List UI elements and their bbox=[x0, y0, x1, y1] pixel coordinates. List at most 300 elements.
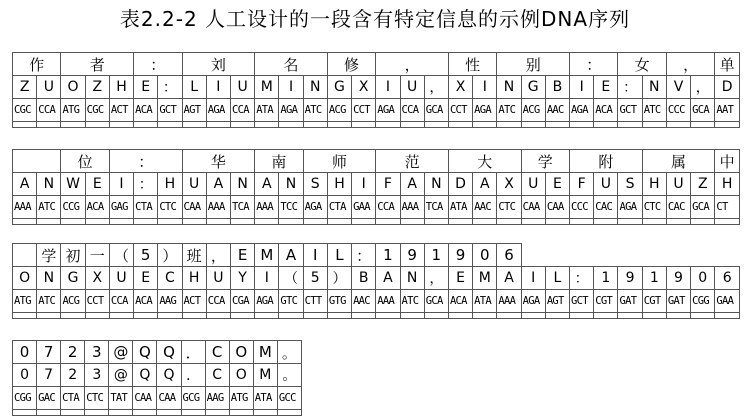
pinyin-cell: B bbox=[352, 267, 376, 290]
spacer-cell bbox=[206, 313, 230, 319]
dna-codon-cell: TCA bbox=[230, 196, 254, 219]
dna-codon-cell: CGC bbox=[85, 99, 109, 122]
pinyin-cell: M bbox=[253, 364, 277, 387]
spacer-cell bbox=[277, 410, 301, 416]
cn-cell: 者 bbox=[61, 53, 134, 76]
spacer-cell bbox=[327, 313, 351, 319]
spacer-cell bbox=[521, 122, 545, 128]
dna-codon-cell: ACA bbox=[85, 196, 109, 219]
cn-cell: 名 bbox=[255, 53, 328, 76]
spacer-cell bbox=[618, 219, 642, 225]
dna-codon-cell: GAT bbox=[666, 290, 690, 313]
dna-codon-cell: ACG bbox=[327, 99, 351, 122]
cn-cell: 0 bbox=[13, 341, 37, 364]
spacer-cell bbox=[642, 122, 666, 128]
cn-cell: 。 bbox=[277, 341, 301, 364]
cn-cell: 6 bbox=[497, 244, 521, 267]
spacer-cell bbox=[618, 122, 642, 128]
spacer-cell bbox=[376, 122, 400, 128]
spacer-cell bbox=[253, 410, 277, 416]
dna-codon-cell: CCG bbox=[61, 196, 85, 219]
spacer-cell bbox=[594, 313, 618, 319]
pinyin-cell: E bbox=[594, 76, 618, 99]
spacer-cell bbox=[352, 219, 376, 225]
dna-codon-cell: CAA bbox=[157, 387, 181, 410]
spacer-cell bbox=[37, 410, 61, 416]
pinyin-cell: G bbox=[327, 76, 351, 99]
pinyin-cell: 0 bbox=[691, 267, 715, 290]
spacer-cell bbox=[85, 410, 109, 416]
dna-codon-cell: GCC bbox=[277, 387, 301, 410]
spacer-cell bbox=[229, 410, 253, 416]
dna-codon-cell: CCA bbox=[206, 290, 230, 313]
cn-cell: 学 bbox=[521, 150, 569, 173]
spacer-cell bbox=[473, 122, 497, 128]
spacer-cell bbox=[279, 313, 303, 319]
dna-codon-cell: CGC bbox=[13, 99, 37, 122]
spacer-cell bbox=[715, 122, 740, 128]
pinyin-cell: N bbox=[37, 267, 61, 290]
dna-codon-cell: ATG bbox=[229, 387, 253, 410]
pinyin-cell: I bbox=[279, 76, 303, 99]
spacer-cell bbox=[497, 122, 521, 128]
pinyin-cell: ） bbox=[327, 267, 351, 290]
spacer-cell bbox=[230, 219, 254, 225]
cn-cell: 1 bbox=[424, 244, 448, 267]
pinyin-cell: X bbox=[497, 173, 521, 196]
dna-codon-cell: ACT bbox=[109, 99, 133, 122]
pinyin-cell: N bbox=[642, 76, 666, 99]
dna-codon-cell: AGT bbox=[182, 99, 206, 122]
pinyin-cell: （ bbox=[279, 267, 303, 290]
pinyin-cell: I bbox=[473, 76, 497, 99]
spacer-cell bbox=[13, 313, 37, 319]
spacer-cell bbox=[230, 313, 254, 319]
spacer-cell bbox=[473, 219, 497, 225]
pinyin-cell: N bbox=[37, 173, 61, 196]
cn-cell: 范 bbox=[376, 150, 449, 173]
pinyin-cell: A bbox=[13, 173, 37, 196]
cn-cell: 学 bbox=[37, 244, 61, 267]
spacer-cell bbox=[545, 219, 569, 225]
dna-codon-cell: GCA bbox=[691, 196, 715, 219]
dna-codon-cell: CGT bbox=[594, 290, 618, 313]
pinyin-cell: Z bbox=[13, 76, 37, 99]
dna-codon-cell: ATA bbox=[255, 99, 279, 122]
pinyin-cell: S bbox=[303, 173, 327, 196]
cn-cell: 华 bbox=[182, 150, 255, 173]
dna-codon-cell: AGA bbox=[206, 99, 230, 122]
dna-codon-cell: CCT bbox=[85, 290, 109, 313]
dna-codon-cell: CAA bbox=[133, 387, 157, 410]
spacer-cell bbox=[666, 219, 690, 225]
dna-codon-cell: AGA bbox=[570, 99, 594, 122]
pinyin-cell: U bbox=[594, 173, 618, 196]
pinyin-cell: O bbox=[61, 76, 85, 99]
cn-cell: M bbox=[253, 341, 277, 364]
pinyin-cell: H bbox=[158, 173, 182, 196]
dna-codon-cell: TAT bbox=[109, 387, 133, 410]
pinyin-cell: D bbox=[715, 76, 740, 99]
dna-codon-cell: AGA bbox=[618, 196, 642, 219]
spacer-cell bbox=[715, 219, 740, 225]
spacer-cell bbox=[255, 313, 279, 319]
pinyin-cell: G bbox=[61, 267, 85, 290]
pinyin-cell: C bbox=[158, 267, 182, 290]
pinyin-cell: U bbox=[666, 173, 690, 196]
dna-codon-cell: GAG bbox=[109, 196, 133, 219]
dna-codon-cell: CCC bbox=[666, 99, 690, 122]
dna-codon-cell: CCT bbox=[448, 99, 472, 122]
dna-codon-cell: GCT bbox=[158, 99, 182, 122]
dna-codon-cell: AAA bbox=[13, 196, 37, 219]
dna-codon-cell: ACA bbox=[594, 99, 618, 122]
pinyin-cell: H bbox=[109, 76, 133, 99]
cn-cell: 师 bbox=[303, 150, 376, 173]
cn-cell: 9 bbox=[448, 244, 472, 267]
cn-cell: ： bbox=[570, 53, 618, 76]
spacer-cell bbox=[352, 313, 376, 319]
pinyin-cell: E bbox=[134, 76, 158, 99]
pinyin-cell: N bbox=[400, 267, 424, 290]
pinyin-cell: U bbox=[230, 76, 254, 99]
pinyin-cell: N bbox=[497, 76, 521, 99]
dna-codon-cell: GTG bbox=[327, 290, 351, 313]
spacer-cell bbox=[666, 122, 690, 128]
dna-codon-cell: ACA bbox=[134, 99, 158, 122]
dna-codon-cell: CAA bbox=[182, 196, 206, 219]
dna-codon-cell: AAA bbox=[255, 196, 279, 219]
dna-codon-cell: GCA bbox=[691, 99, 715, 122]
spacer-cell bbox=[400, 219, 424, 225]
spacer-cell bbox=[158, 122, 182, 128]
spacer-cell bbox=[691, 122, 715, 128]
dna-codon-cell: ACG bbox=[521, 99, 545, 122]
dna-codon-cell: CTT bbox=[303, 290, 327, 313]
pinyin-cell: A bbox=[376, 267, 400, 290]
spacer-cell bbox=[448, 219, 472, 225]
pinyin-cell: 9 bbox=[666, 267, 690, 290]
pinyin-cell: N bbox=[230, 173, 254, 196]
dna-codon-cell: ATC bbox=[37, 290, 61, 313]
spacer-cell bbox=[642, 313, 666, 319]
spacer-cell bbox=[134, 122, 158, 128]
spacer-cell bbox=[400, 122, 424, 128]
spacer-cell bbox=[666, 313, 690, 319]
spacer-cell bbox=[303, 122, 327, 128]
pinyin-cell: D bbox=[448, 173, 472, 196]
cn-cell bbox=[13, 150, 61, 173]
dna-codon-cell: ATC bbox=[400, 290, 424, 313]
spacer-cell bbox=[133, 410, 157, 416]
cn-cell: 位 bbox=[61, 150, 109, 173]
pinyin-cell: 1 bbox=[642, 267, 666, 290]
cn-cell: 一 bbox=[85, 244, 109, 267]
dna-codon-cell: AAG bbox=[158, 290, 182, 313]
pinyin-cell: H bbox=[715, 173, 740, 196]
cn-cell: C bbox=[205, 341, 229, 364]
pinyin-cell: O bbox=[13, 267, 37, 290]
dna-codon-cell: AAA bbox=[206, 196, 230, 219]
dna-codon-cell: CCT bbox=[352, 99, 376, 122]
pinyin-cell: I bbox=[521, 267, 545, 290]
cn-cell: 初 bbox=[61, 244, 85, 267]
spacer-cell bbox=[158, 219, 182, 225]
dna-codon-cell: AAG bbox=[205, 387, 229, 410]
spacer-cell bbox=[521, 313, 545, 319]
dna-codon-cell: ATA bbox=[253, 387, 277, 410]
spacer-cell bbox=[158, 313, 182, 319]
spacer-cell bbox=[255, 219, 279, 225]
dna-codon-cell: AGA bbox=[473, 99, 497, 122]
pinyin-cell: A bbox=[497, 267, 521, 290]
cn-cell: 5 bbox=[134, 244, 158, 267]
spacer-cell bbox=[327, 219, 351, 225]
dna-codon-cell: ACG bbox=[61, 290, 85, 313]
pinyin-cell: 。 bbox=[277, 364, 301, 387]
pinyin-cell: E bbox=[134, 267, 158, 290]
pinyin-cell: X bbox=[448, 76, 472, 99]
dna-codon-cell: AAC bbox=[545, 99, 569, 122]
dna-codon-cell: CTA bbox=[327, 196, 351, 219]
pinyin-cell: Z bbox=[85, 76, 109, 99]
dna-codon-cell: CCA bbox=[230, 99, 254, 122]
pinyin-cell: G bbox=[521, 76, 545, 99]
dna-codon-cell: GAA bbox=[352, 196, 376, 219]
dna-codon-cell: GCG bbox=[181, 387, 205, 410]
dna-codon-cell: CGA bbox=[230, 290, 254, 313]
dna-codon-cell: ACA bbox=[134, 290, 158, 313]
cn-cell: L bbox=[327, 244, 351, 267]
dna-codon-cell: TCA bbox=[424, 196, 448, 219]
pinyin-cell: U bbox=[521, 173, 545, 196]
dna-codon-cell: GAA bbox=[715, 290, 740, 313]
pinyin-cell: ， bbox=[424, 267, 448, 290]
dna-codon-cell: CCA bbox=[109, 290, 133, 313]
spacer-cell bbox=[448, 313, 472, 319]
dna-codon-cell: AGA bbox=[303, 196, 327, 219]
spacer-cell bbox=[182, 219, 206, 225]
spacer-cell bbox=[182, 313, 206, 319]
spacer-cell bbox=[570, 122, 594, 128]
pinyin-cell: F bbox=[570, 173, 594, 196]
spacer-cell bbox=[303, 219, 327, 225]
pinyin-cell: ： bbox=[570, 267, 594, 290]
cn-cell: 修 bbox=[327, 53, 375, 76]
cn-cell: A bbox=[279, 244, 303, 267]
pinyin-cell: E bbox=[85, 173, 109, 196]
spacer-cell bbox=[618, 313, 642, 319]
spacer-cell bbox=[13, 219, 37, 225]
dna-codon-cell: CCA bbox=[376, 196, 400, 219]
spacer-cell bbox=[61, 410, 85, 416]
spacer-cell bbox=[205, 410, 229, 416]
dna-codon-cell: CAC bbox=[594, 196, 618, 219]
cn-cell: O bbox=[229, 341, 253, 364]
spacer-cell bbox=[37, 122, 61, 128]
dna-codon-cell: TCC bbox=[279, 196, 303, 219]
spacer-cell bbox=[400, 313, 424, 319]
dna-codon-cell: GCT bbox=[618, 99, 642, 122]
dna-codon-cell: ATG bbox=[13, 290, 37, 313]
pinyin-cell: E bbox=[545, 173, 569, 196]
pinyin-cell: ： bbox=[618, 76, 642, 99]
sequence-band-4 bbox=[12, 340, 302, 416]
spacer-cell bbox=[255, 122, 279, 128]
pinyin-cell: E bbox=[448, 267, 472, 290]
dna-codon-cell: AGT bbox=[545, 290, 569, 313]
pinyin-cell: B bbox=[545, 76, 569, 99]
dna-codon-cell: GCT bbox=[570, 290, 594, 313]
spacer-cell bbox=[473, 313, 497, 319]
dna-codon-cell: AGA bbox=[521, 290, 545, 313]
dna-codon-cell: CCA bbox=[400, 99, 424, 122]
pinyin-cell: Z bbox=[691, 173, 715, 196]
spacer-cell bbox=[424, 219, 448, 225]
cn-cell: ， bbox=[206, 244, 230, 267]
spacer-cell bbox=[109, 219, 133, 225]
spacer-cell bbox=[181, 410, 205, 416]
dna-codon-cell: AAA bbox=[376, 290, 400, 313]
cn-cell: ： bbox=[109, 150, 182, 173]
pinyin-cell: N bbox=[279, 173, 303, 196]
spacer-cell bbox=[424, 122, 448, 128]
cn-cell: 2 bbox=[61, 341, 85, 364]
cn-cell: 性 bbox=[448, 53, 496, 76]
dna-codon-cell: ATG bbox=[61, 99, 85, 122]
pinyin-cell: A bbox=[206, 173, 230, 196]
pinyin-cell: 7 bbox=[37, 364, 61, 387]
spacer-cell bbox=[37, 313, 61, 319]
dna-codon-cell: AAT bbox=[715, 99, 740, 122]
pinyin-cell: U bbox=[37, 76, 61, 99]
dna-codon-cell: CGG bbox=[691, 290, 715, 313]
pinyin-cell: U bbox=[400, 76, 424, 99]
pinyin-cell: C bbox=[205, 364, 229, 387]
cn-cell: 0 bbox=[473, 244, 497, 267]
pinyin-cell: U bbox=[206, 267, 230, 290]
pinyin-cell: Y bbox=[230, 267, 254, 290]
spacer-cell bbox=[279, 122, 303, 128]
spacer-cell bbox=[61, 219, 85, 225]
pinyin-cell: 1 bbox=[594, 267, 618, 290]
cn-cell: @ bbox=[109, 341, 133, 364]
dna-codon-cell: ATA bbox=[448, 196, 472, 219]
cn-cell: 班 bbox=[182, 244, 206, 267]
dna-codon-cell: CTC bbox=[497, 196, 521, 219]
spacer-cell bbox=[85, 313, 109, 319]
pinyin-cell: L bbox=[182, 76, 206, 99]
dna-codon-cell: CTA bbox=[61, 387, 85, 410]
page-title: 表2.2-2 人工设计的一段含有特定信息的示例DNA序列 bbox=[119, 7, 631, 31]
spacer-cell bbox=[642, 219, 666, 225]
spacer-cell bbox=[13, 122, 37, 128]
dna-codon-cell: GAC bbox=[37, 387, 61, 410]
pinyin-cell: N bbox=[303, 76, 327, 99]
dna-codon-cell: AGA bbox=[255, 290, 279, 313]
spacer-cell bbox=[85, 122, 109, 128]
cn-cell: ． bbox=[181, 341, 205, 364]
pinyin-cell: 0 bbox=[13, 364, 37, 387]
pinyin-cell: U bbox=[182, 173, 206, 196]
dna-codon-cell: ATA bbox=[473, 290, 497, 313]
dna-codon-cell: CCC bbox=[570, 196, 594, 219]
spacer-cell bbox=[545, 122, 569, 128]
pinyin-cell: I bbox=[255, 267, 279, 290]
pinyin-cell: A bbox=[473, 173, 497, 196]
pinyin-cell: H bbox=[642, 173, 666, 196]
pinyin-cell: X bbox=[85, 267, 109, 290]
pinyin-cell: H bbox=[182, 267, 206, 290]
spacer-cell bbox=[715, 313, 740, 319]
pinyin-cell: I bbox=[352, 173, 376, 196]
cn-cell: I bbox=[303, 244, 327, 267]
spacer-cell bbox=[327, 122, 351, 128]
cn-cell: 别 bbox=[497, 53, 570, 76]
dna-codon-cell: CTC bbox=[85, 387, 109, 410]
dna-codon-cell: AGA bbox=[279, 99, 303, 122]
dna-codon-cell: CAA bbox=[545, 196, 569, 219]
cn-cell: 属 bbox=[642, 150, 715, 173]
dna-codon-cell: GCA bbox=[424, 290, 448, 313]
pinyin-cell: A bbox=[400, 173, 424, 196]
spacer-cell bbox=[691, 219, 715, 225]
spacer-cell bbox=[109, 122, 133, 128]
dna-codon-cell: CTC bbox=[642, 196, 666, 219]
cn-cell: 9 bbox=[400, 244, 424, 267]
dna-codon-cell: AAC bbox=[473, 196, 497, 219]
dna-codon-cell: CTC bbox=[158, 196, 182, 219]
dna-codon-cell: CGG bbox=[13, 387, 37, 410]
spacer-cell bbox=[448, 122, 472, 128]
cn-cell: ： bbox=[134, 53, 182, 76]
spacer-cell bbox=[109, 410, 133, 416]
pinyin-cell: Q bbox=[157, 364, 181, 387]
spacer-cell bbox=[206, 219, 230, 225]
pinyin-cell: I bbox=[376, 76, 400, 99]
spacer-cell bbox=[279, 219, 303, 225]
pinyin-cell: L bbox=[545, 267, 569, 290]
spacer-cell bbox=[303, 313, 327, 319]
spacer-cell bbox=[424, 313, 448, 319]
cn-cell: Q bbox=[157, 341, 181, 364]
spacer-cell bbox=[570, 313, 594, 319]
cn-cell: （ bbox=[109, 244, 133, 267]
cn-cell: 女 bbox=[618, 53, 666, 76]
cn-cell: 1 bbox=[376, 244, 400, 267]
pinyin-cell: F bbox=[376, 173, 400, 196]
pinyin-cell: I bbox=[109, 173, 133, 196]
spacer-cell bbox=[37, 219, 61, 225]
cn-cell: Q bbox=[133, 341, 157, 364]
cn-cell: ） bbox=[158, 244, 182, 267]
pinyin-cell: W bbox=[61, 173, 85, 196]
pinyin-cell: U bbox=[109, 267, 133, 290]
dna-codon-cell: GTC bbox=[279, 290, 303, 313]
cn-cell bbox=[13, 244, 37, 267]
pinyin-cell: I bbox=[206, 76, 230, 99]
dna-codon-cell: GCA bbox=[424, 99, 448, 122]
pinyin-cell: @ bbox=[109, 364, 133, 387]
spacer-cell bbox=[545, 313, 569, 319]
spacer-cell bbox=[61, 313, 85, 319]
pinyin-cell: ， bbox=[691, 76, 715, 99]
pinyin-cell: H bbox=[327, 173, 351, 196]
pinyin-cell: Q bbox=[133, 364, 157, 387]
dna-codon-cell: AAC bbox=[352, 290, 376, 313]
pinyin-cell: 5 bbox=[303, 267, 327, 290]
dna-codon-cell: CAA bbox=[521, 196, 545, 219]
